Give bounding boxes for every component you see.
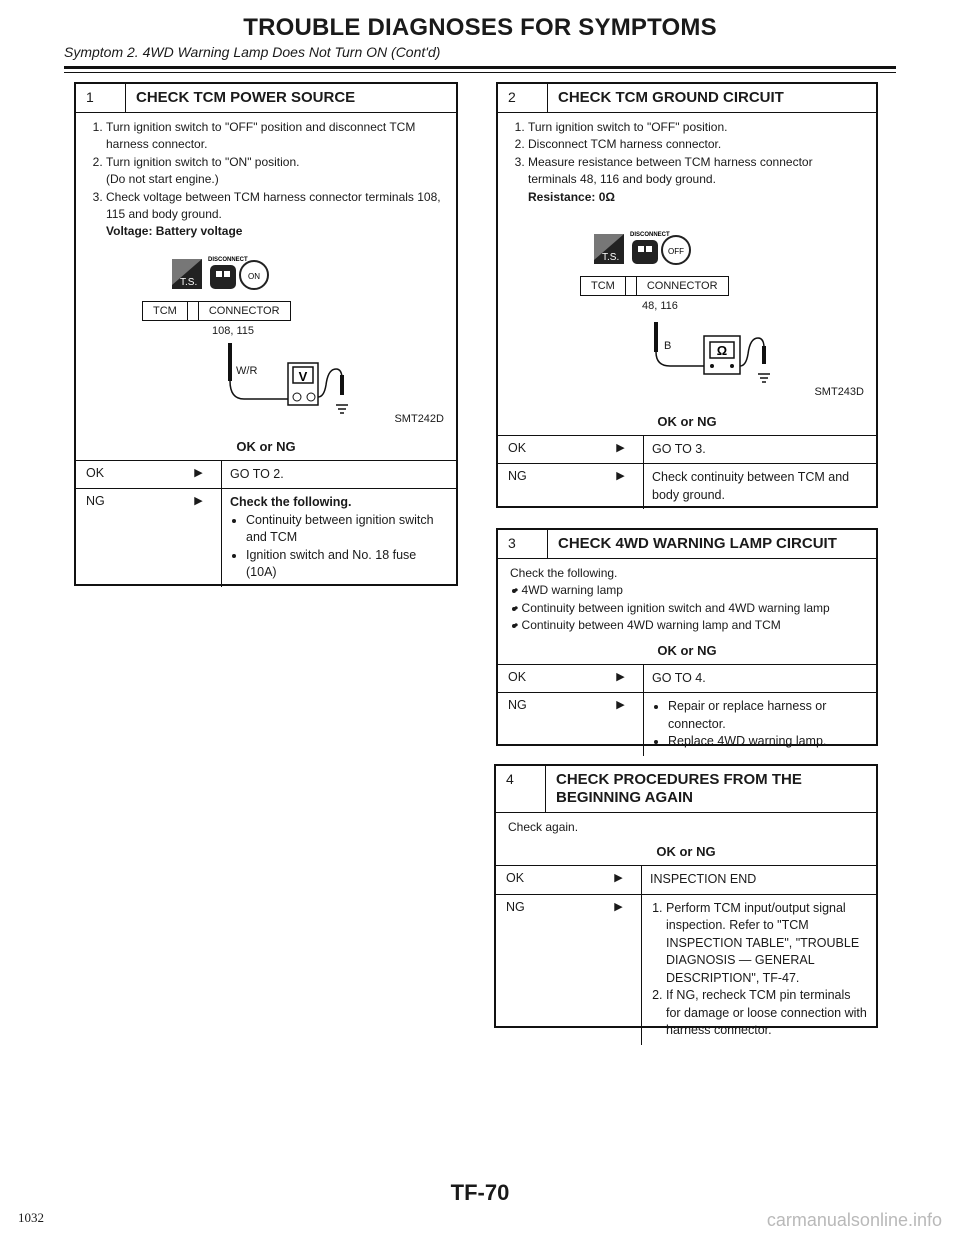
arrow-icon: ▶ (194, 495, 203, 508)
arrow-icon: ▶ (614, 872, 623, 885)
step-text: Check again. (508, 820, 579, 834)
step-2-box (496, 82, 878, 508)
step-number: 3 (498, 530, 548, 558)
step-3-header (498, 530, 876, 559)
connector-pin (187, 302, 199, 320)
svg-text:Ω: Ω (716, 342, 728, 358)
step-2-header (498, 84, 876, 113)
spec-value: Voltage: Battery voltage (106, 224, 243, 239)
step-1-instructions (76, 113, 456, 245)
instruction: 3. Measure resistance between TCM harness connector terminals 48, 116 and body ground. (528, 154, 864, 189)
connector-right-label: CONNECTOR (646, 279, 718, 292)
step-title: CHECK PROCEDURES FROM THE BEGINNING AGAIN (556, 771, 802, 806)
connector-pin (625, 277, 637, 295)
arrow-icon: ▶ (616, 699, 625, 712)
result-action (643, 693, 876, 756)
connector-icon (210, 265, 236, 289)
diagram-icons (76, 245, 456, 435)
result-key: OK (506, 871, 525, 886)
result-key: OK (508, 440, 527, 455)
meter-label: V (298, 368, 308, 384)
result-action (641, 895, 876, 1045)
result-action: GO TO 3. (643, 436, 876, 464)
step-number: 1 (76, 84, 126, 112)
step-4-body (496, 813, 876, 840)
arrow-icon: ▶ (614, 900, 623, 913)
step-1-header (76, 84, 456, 113)
terminal-pins: 108, 115 (212, 324, 255, 337)
check-item: • • 4WD warning lamp (526, 582, 864, 599)
check-item: • • Continuity between ignition switch and 4WD warning lamp (526, 600, 864, 617)
watermark: carmanualsonline.info (766, 1210, 942, 1230)
arrow-icon: ▶ (194, 466, 203, 479)
instruction (106, 154, 444, 189)
svg-text:OFF: OFF (668, 246, 684, 256)
step-title: CHECK TCM GROUND CIRCUIT (558, 89, 784, 106)
result-key: OK (508, 669, 527, 684)
wire-color: B (664, 339, 672, 352)
tcm-connector (580, 276, 729, 296)
result-bullet: • Continuity between ignition switch and TCM (246, 512, 448, 547)
step-2-diagram (498, 210, 876, 410)
terminal-pins: 48, 116 (642, 299, 678, 312)
result-key: NG (86, 494, 105, 509)
instruction-note: (Do not start engine.) (106, 172, 219, 187)
result-step: 1. Perform TCM input/output signal inspection. Refer to "TCM INSPECTION TABLE", "TROUBLE DIAGNOSIS — GENERAL DESCRIPTION", TF-47. (666, 900, 868, 988)
header-rule (64, 66, 896, 69)
step-intro: Check the following. (510, 566, 618, 580)
connector-left-label: TCM (591, 279, 615, 292)
step-title: CHECK 4WD WARNING LAMP CIRCUIT (558, 535, 837, 552)
step-4-box (494, 764, 878, 1038)
result-key: NG (508, 698, 527, 713)
step-number: 2 (498, 84, 548, 112)
result-key: NG (508, 469, 527, 484)
wire-color: W/R (236, 364, 258, 377)
result-key: OK (86, 465, 105, 480)
page-number: TF-70 (450, 1180, 510, 1205)
step-1-diagram (76, 245, 456, 435)
result-ng-row (498, 464, 876, 509)
print-page-number: 1032 (18, 1210, 44, 1225)
result-action: GO TO 2. (221, 461, 456, 489)
page-title: TROUBLE DIAGNOSES FOR SYMPTOMS (243, 14, 717, 41)
result-ng-row (76, 489, 456, 587)
arrow-icon: ▶ (616, 441, 625, 454)
result-action-title: Check the following. (230, 495, 352, 510)
step-title: CHECK TCM POWER SOURCE (136, 89, 356, 106)
result-ng-row (498, 693, 876, 756)
step-3-box (496, 528, 878, 749)
arrow-icon: ▶ (616, 670, 625, 683)
result-ok-row (76, 461, 456, 490)
instruction: 2. Disconnect TCM harness connector. (528, 136, 864, 153)
svg-text:DISCONNECT: DISCONNECT (630, 231, 670, 238)
check-item: • • Continuity between 4WD warning lamp and TCM (526, 617, 864, 634)
spec-value: Resistance: 0Ω (528, 189, 615, 204)
result-step: 2. If NG, recheck TCM pin terminals for damage or loose connection with harness connector. (666, 987, 868, 1040)
ok-or-ng: OK or NG (498, 639, 876, 665)
result-bullet: • Ignition switch and No. 18 fuse (10A) (246, 547, 448, 582)
result-action: INSPECTION END (641, 866, 876, 894)
result-ng-row (496, 895, 876, 1045)
ok-or-ng: OK or NG (76, 435, 456, 461)
result-action: Check continuity between TCM and body ground. (643, 464, 876, 509)
connector-right-label: CONNECTOR (208, 304, 280, 317)
step-2-instructions (498, 113, 876, 210)
step-4-header (496, 766, 876, 813)
svg-text:T.S.: T.S. (602, 251, 620, 263)
step-1-box (74, 82, 458, 586)
figure-code: SMT243D (814, 385, 864, 398)
connector-left-label: TCM (153, 304, 177, 317)
result-ok-row (496, 866, 876, 895)
connector-icon (632, 240, 658, 264)
ok-or-ng: OK or NG (496, 840, 876, 866)
result-key: NG (506, 899, 525, 914)
instruction: 1. Turn ignition switch to "OFF" position and disconnect TCM harness connector. (106, 119, 444, 154)
result-action: GO TO 4. (643, 665, 876, 693)
instruction: 1. Turn ignition switch to "OFF" position. (528, 119, 864, 136)
disconnect-label: DISCONNECT (208, 256, 248, 263)
header-rule-thin (64, 72, 896, 73)
key-label: ON (248, 271, 260, 281)
result-ok-row (498, 436, 876, 465)
ok-or-ng: OK or NG (498, 410, 876, 436)
ts-label: T.S. (180, 276, 198, 288)
tcm-connector (142, 301, 291, 321)
instruction-text: Turn ignition switch to "ON" position. (106, 154, 300, 169)
arrow-icon: ▶ (616, 470, 625, 483)
step-3-body (498, 559, 876, 639)
step-number: 4 (496, 766, 546, 812)
result-bullet: • Repair or replace harness or connector. (668, 698, 868, 733)
page-subtitle: Symptom 2. 4WD Warning Lamp Does Not Turn ON (Cont'd) (64, 44, 441, 60)
result-ok-row (498, 665, 876, 694)
result-bullet: • Replace 4WD warning lamp. (668, 733, 868, 751)
diagram-icons (498, 210, 876, 410)
figure-code: SMT242D (394, 412, 444, 425)
instruction: 3. Check voltage between TCM harness connector terminals 108, 115 and body ground. (106, 189, 444, 224)
result-action (221, 489, 456, 587)
